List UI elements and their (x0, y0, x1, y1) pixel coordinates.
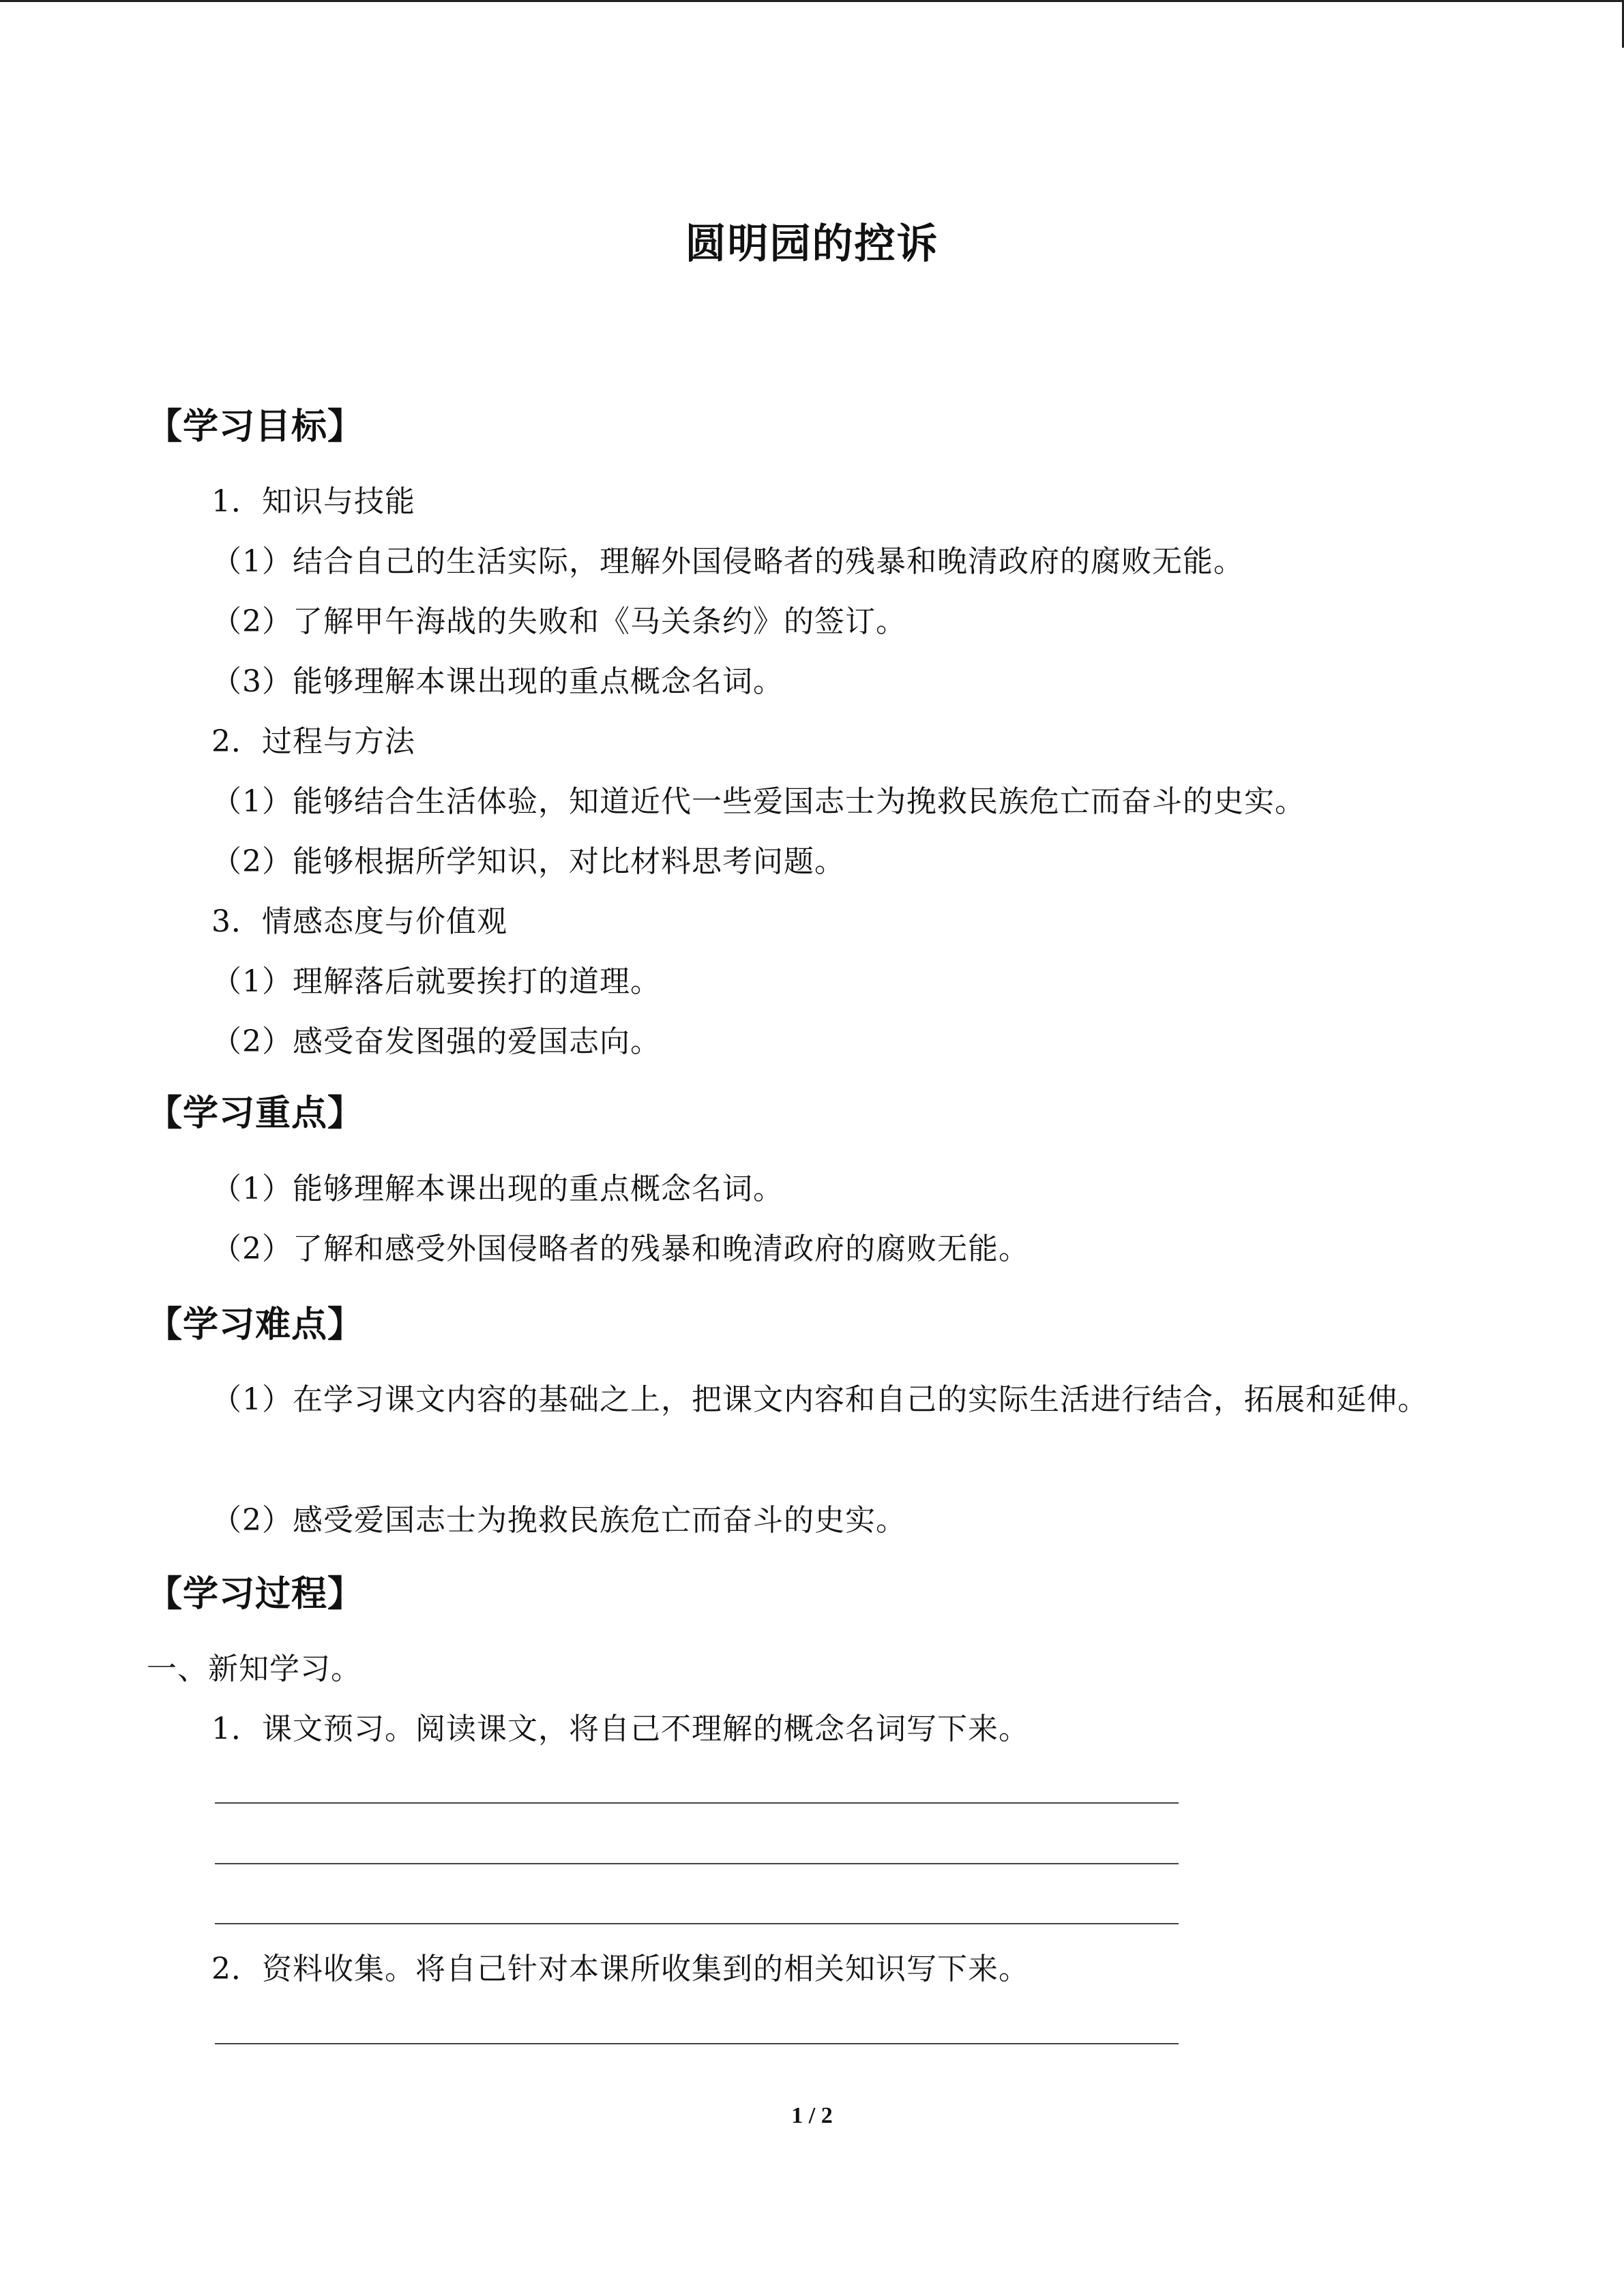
objectives-sub3-item: （1）理解落后就要挨打的道理。 (211, 964, 661, 999)
difficulties-item: （1）在学习课文内容的基础之上，把课文内容和自己的实际生活进行结合，拓展和延伸。 (211, 1382, 1428, 1417)
objectives-sub3: 3．情感态度与价值观 (211, 904, 507, 939)
answer-line[interactable] (215, 1802, 1179, 1804)
objectives-sub2-item: （1）能够结合生活体验，知道近代一些爱国志士为挽救民族危亡而奋斗的史实。 (211, 784, 1305, 819)
process-heading: 【学习过程】 (147, 1573, 364, 1615)
objectives-sub2-item: （2）能够根据所学知识，对比材料思考问题。 (211, 844, 845, 879)
key-points-heading: 【学习重点】 (147, 1092, 364, 1134)
difficulties-heading: 【学习难点】 (147, 1304, 364, 1345)
answer-line[interactable] (215, 1863, 1179, 1864)
difficulties-item: （2）感受爱国志士为挽救民族危亡而奋斗的史实。 (211, 1503, 906, 1538)
objectives-sub1-item: （3）能够理解本课出现的重点概念名词。 (211, 664, 784, 699)
objectives-sub3-item: （2）感受奋发图强的爱国志向。 (211, 1024, 661, 1059)
page-number: 1 / 2 (791, 2103, 833, 2128)
objectives-heading: 【学习目标】 (147, 406, 364, 447)
objectives-sub1: 1．知识与技能 (211, 484, 415, 519)
answer-line[interactable] (215, 1923, 1179, 1924)
page-top-border (0, 0, 1624, 2)
objectives-sub1-item: （2）了解甲午海战的失败和《马关条约》的签订。 (211, 604, 906, 639)
objectives-sub1-item: （1）结合自己的生活实际，理解外国侵略者的残暴和晚清政府的腐败无能。 (211, 544, 1244, 579)
key-points-item: （1）能够理解本课出现的重点概念名词。 (211, 1172, 784, 1206)
document-title: 圆明园的控诉 (685, 220, 939, 268)
process-part1: 一、新知学习。 (147, 1652, 361, 1686)
process-task1: 1．课文预习。阅读课文，将自己不理解的概念名词写下来。 (211, 1712, 1029, 1746)
process-task2: 2．资料收集。将自己针对本课所收集到的相关知识写下来。 (211, 1952, 1029, 1986)
key-points-item: （2）了解和感受外国侵略者的残暴和晚清政府的腐败无能。 (211, 1232, 1029, 1266)
answer-line[interactable] (215, 2043, 1179, 2044)
objectives-sub2: 2．过程与方法 (211, 724, 415, 759)
